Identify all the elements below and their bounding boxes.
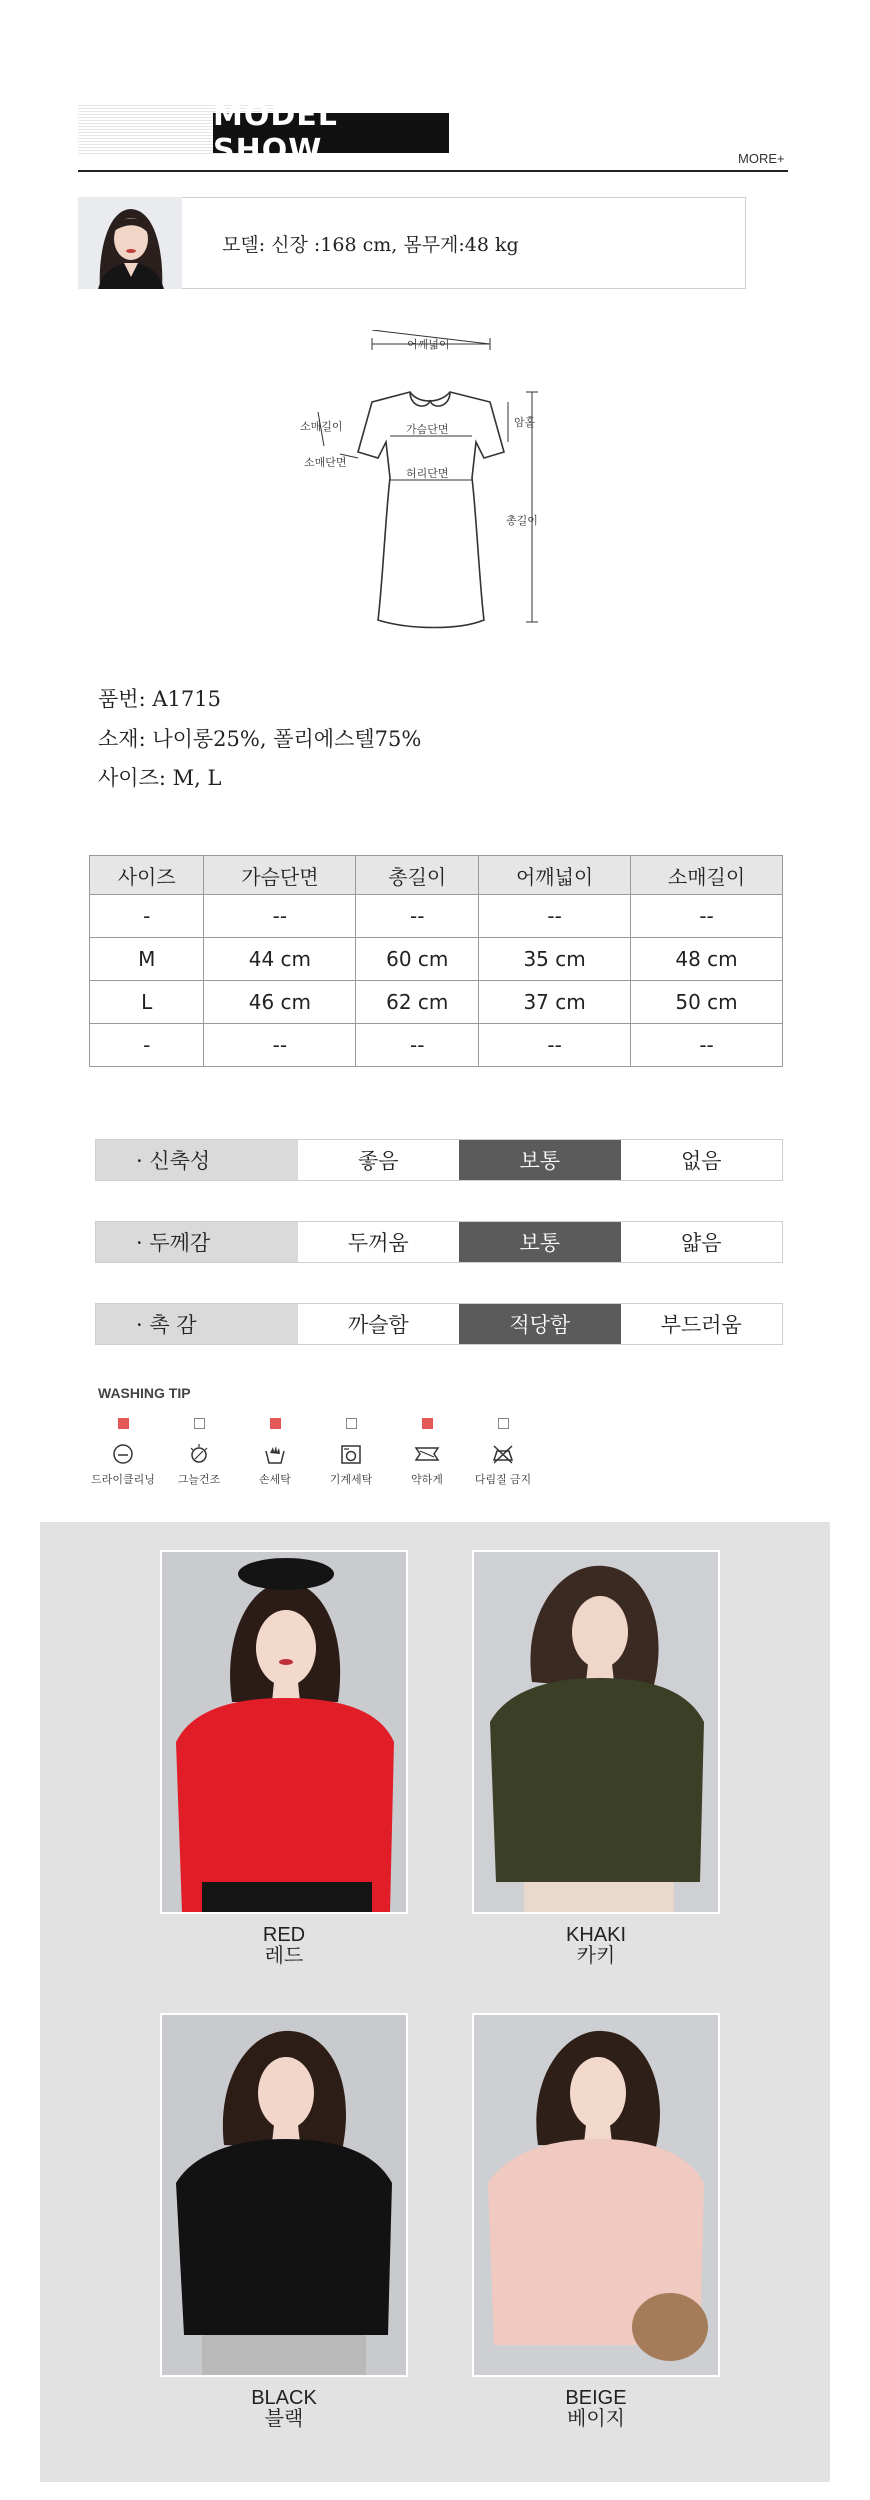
attribute-option: 까슬함 (347, 1313, 409, 1337)
attribute-option-selected: 보통 (459, 1140, 621, 1180)
attribute-option: 두꺼움 (347, 1231, 409, 1255)
color-photo-beige (472, 2013, 720, 2377)
attribute-option: 없음 (680, 1149, 722, 1173)
checked-indicator (118, 1418, 129, 1429)
table-cell: 44 cm (204, 938, 356, 981)
table-cell: 46 cm (204, 981, 356, 1024)
table-cell: L (90, 981, 204, 1024)
color-name-en: BLACK (251, 2387, 317, 2409)
wash-label: 기계세탁 (329, 1474, 373, 1486)
attribute-option: 얇음 (680, 1231, 722, 1255)
shade-dry-icon (188, 1443, 210, 1465)
wash-item-no-iron (468, 1418, 538, 1487)
table-cell: -- (631, 895, 783, 938)
size-table-header: 사이즈 (90, 856, 204, 895)
dry-clean-icon (112, 1443, 134, 1465)
color-name-ko: 베이지 (567, 2408, 625, 2430)
size-table-header: 어깨넓이 (479, 856, 631, 895)
size-table-header: 소매길이 (631, 856, 783, 895)
table-cell: - (90, 895, 204, 938)
color-photo-khaki (472, 1550, 720, 1914)
wash-item-hand-wash (240, 1418, 310, 1487)
table-cell: - (90, 1024, 204, 1067)
size-table-header-row (90, 856, 783, 895)
gentle-wash-icon (414, 1443, 440, 1465)
size-table-header: 총길이 (356, 856, 479, 895)
size-table (89, 855, 783, 1067)
table-cell: -- (204, 1024, 356, 1067)
color-photo-red (160, 1550, 408, 1914)
color-name-ko: 레드 (264, 1945, 304, 1967)
diagram-label-sleeve-width: 소매단면 (304, 456, 347, 469)
color-name-en: RED (262, 1924, 306, 1946)
color-name-ko: 카키 (576, 1945, 616, 1967)
color-caption-red (154, 1925, 414, 1967)
wash-item-dry-clean (88, 1418, 158, 1487)
table-cell: -- (631, 1024, 783, 1067)
color-name-ko: 블랙 (264, 2408, 304, 2430)
table-cell: 48 cm (631, 938, 783, 981)
table-row (90, 981, 783, 1024)
attribute-label: · 촉 감 (96, 1304, 298, 1344)
garment-size-diagram (300, 330, 570, 630)
wash-label: 드라이클리닝 (91, 1474, 155, 1486)
diagram-label-sleeve-length: 소매길이 (300, 420, 343, 433)
attribute-label: · 신축성 (96, 1140, 298, 1180)
attribute-label: · 두께감 (96, 1222, 298, 1262)
table-cell: 37 cm (479, 981, 631, 1024)
unchecked-indicator (498, 1418, 509, 1429)
model-photo (78, 197, 182, 289)
table-cell: 60 cm (356, 938, 479, 981)
color-caption-beige (466, 2388, 726, 2430)
washing-tip-title: WASHING TIP (98, 1385, 191, 1401)
table-cell: M (90, 938, 204, 981)
header-divider (78, 170, 788, 172)
color-name-en: BEIGE (565, 2387, 627, 2409)
machine-wash-icon (340, 1443, 362, 1465)
hand-wash-icon (264, 1443, 286, 1465)
attribute-row-thickness (95, 1221, 783, 1263)
checked-indicator (422, 1418, 433, 1429)
checked-indicator (270, 1418, 281, 1429)
wash-label: 약하게 (411, 1474, 443, 1486)
unchecked-indicator (346, 1418, 357, 1429)
table-cell: -- (356, 1024, 479, 1067)
table-row (90, 1024, 783, 1067)
table-row (90, 938, 783, 981)
table-cell: -- (204, 895, 356, 938)
table-cell: 62 cm (356, 981, 479, 1024)
wash-item-shade-dry (164, 1418, 234, 1487)
attribute-option: 부드러움 (660, 1313, 742, 1337)
product-number: 품번: A1715 (98, 687, 221, 711)
table-cell: 50 cm (631, 981, 783, 1024)
attribute-option: 좋음 (357, 1149, 399, 1173)
table-cell: -- (356, 895, 479, 938)
attribute-row-texture (95, 1303, 783, 1345)
wash-label: 손세탁 (259, 1474, 291, 1486)
wash-item-gentle (392, 1418, 462, 1487)
color-photo-black (160, 2013, 408, 2377)
section-title: MODEL SHOW (213, 113, 449, 153)
table-row (90, 895, 783, 938)
product-material: 소재: 나이롱25%, 폴리에스텔75% (98, 727, 422, 751)
color-caption-black (154, 2388, 414, 2430)
color-caption-khaki (466, 1925, 726, 1967)
wash-label: 그늘건조 (177, 1474, 221, 1486)
diagram-label-shoulder: 어깨넓이 (407, 338, 450, 351)
diagram-label-waist: 허리단면 (406, 467, 449, 480)
more-link[interactable]: MORE+ (738, 151, 785, 166)
attribute-row-stretch (95, 1139, 783, 1181)
wash-item-machine-wash (316, 1418, 386, 1487)
diagram-label-chest: 가슴단면 (406, 423, 449, 436)
diagram-label-total-length: 총길이 (506, 514, 538, 527)
table-cell: -- (479, 895, 631, 938)
no-iron-icon (491, 1443, 515, 1465)
model-measurements: 모델: 신장 :168 cm, 몸무게:48 kg (222, 234, 519, 256)
diagram-label-armhole: 암홀 (514, 416, 536, 429)
product-sizes: 사이즈: M, L (98, 766, 222, 790)
table-cell: -- (479, 1024, 631, 1067)
table-cell: 35 cm (479, 938, 631, 981)
size-table-header: 가슴단면 (204, 856, 356, 895)
attribute-option-selected: 적당함 (459, 1304, 621, 1344)
attribute-option-selected: 보통 (459, 1222, 621, 1262)
unchecked-indicator (194, 1418, 205, 1429)
color-name-en: KHAKI (565, 1924, 627, 1946)
wash-label: 다림질 금지 (474, 1474, 532, 1486)
